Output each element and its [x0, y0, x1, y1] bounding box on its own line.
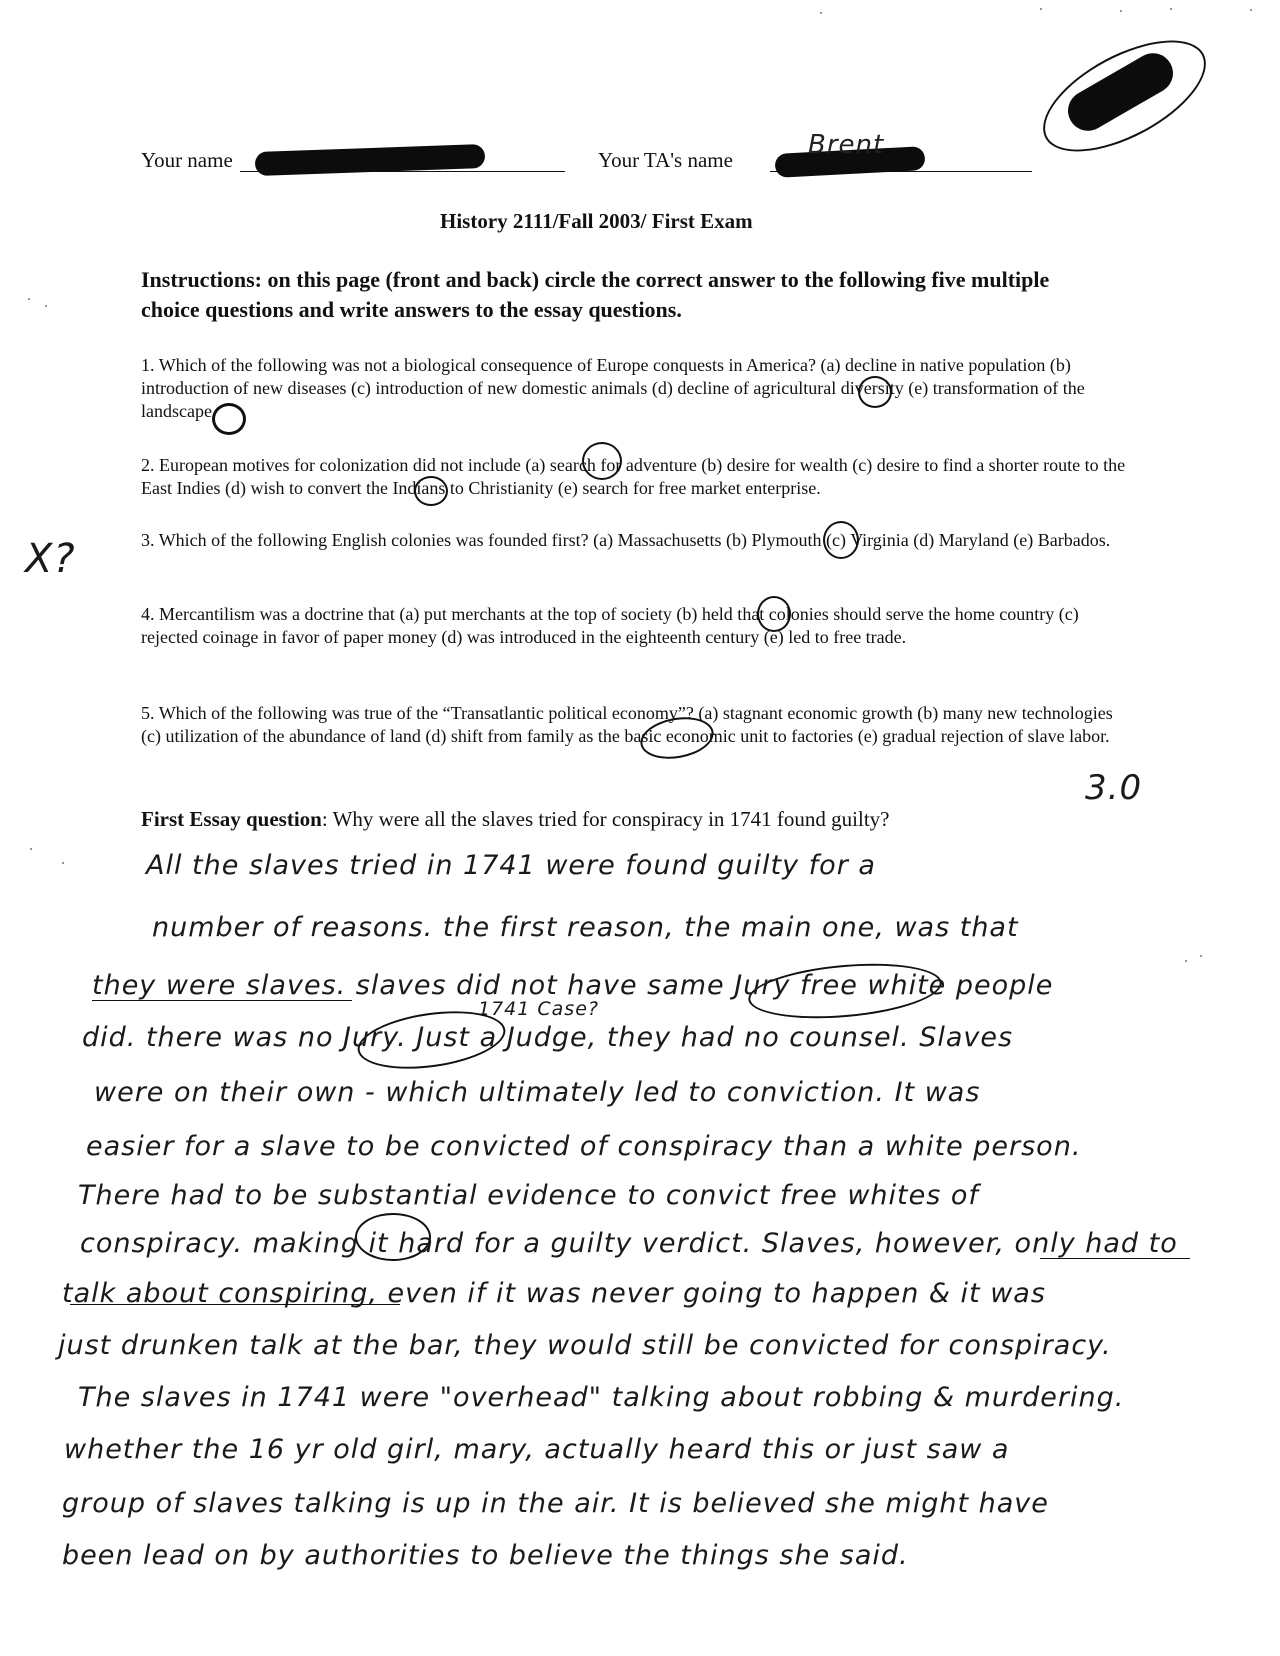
answer-line: conspiracy. making it hard for a guilty verdict. Slaves, however, only had to [80, 1228, 1178, 1259]
grader-note: 1741 Case? [478, 998, 599, 1020]
answer-circle-b [757, 596, 791, 632]
question-4: 4. Mercantilism was a doctrine that (a) put merchants at the top of society (b) held that colonies should serve the home country (c) rejected coinage in favor of paper money (d) was introduced in the eighteenth century (e) led to free trade. [141, 604, 1079, 647]
question-number: 5 [141, 703, 150, 723]
question-5: 5. Which of the following was true of the “Transatlantic political economy”? (a) stagnant economic growth (b) many new technologies (c) utilization of the abundance of land (d) shift from family as the basic economic unit to factories (e) gradual rejection of slave labor. [141, 703, 1113, 746]
name-label: Your name [141, 148, 233, 172]
score: 3.0 [1085, 768, 1143, 808]
answer-line: There had to be substantial evidence to convict free whites of [78, 1180, 979, 1211]
answer-line: The slaves in 1741 were "overhead" talking about robbing & murdering. [78, 1382, 1125, 1413]
exam-title: History 2111/Fall 2003/ First Exam [440, 209, 753, 233]
question-3: 3. Which of the following English colonies was founded first? (a) Massachusetts (b) Plymouth (c) Virginia (d) Maryland (e) Barbados. [141, 530, 1111, 550]
answer-line: were on their own - which ultimately led to conviction. It was [94, 1077, 981, 1108]
underline-they-were-slaves [92, 1000, 352, 1001]
question-text: Mercantilism was a doctrine that (a) put merchants at the top of society (b) held that colonies should serve the home country (c) rejected coinage in favor of paper money (d) was introduced in the eighteenth century (e) led to free trade. [141, 604, 1079, 647]
answer-circle-d [858, 376, 892, 408]
question-text: European motives for colonization did not include (a) search for adventure (b) desire for wealth (c) desire to find a shorter route to the East Indies (d) wish to convert the Indians to Christianity (e) search for free market enterprise. [141, 455, 1126, 498]
answer-line: number of reasons. the first reason, the main one, was that [152, 912, 1019, 943]
question-text: Which of the following was true of the “Transatlantic political economy”? (a) stagnant economic growth (b) many new technologies (c) utilization of the abundance of land (d) shift from family as the basic economic unit to factories (e) gradual rejection of slave labor. [141, 703, 1113, 746]
instructions: Instructions: on this page (front and back) circle the correct answer to the following five multiple choice questions and write answers to the essay questions. [141, 267, 1050, 322]
answer-line: whether the 16 yr old girl, mary, actually heard this or just saw a [64, 1434, 1010, 1465]
answer-line: All the slaves tried in 1741 were found guilty for a [146, 850, 876, 881]
question-2: 2. European motives for colonization did not include (a) search for adventure (b) desire for wealth (c) desire to find a shorter route to the East Indies (d) wish to convert the Indians to Christianity (e) search for free market enterprise. [141, 455, 1126, 498]
question-text: Which of the following was not a biological consequence of Europe conquests in America? (a) decline in native population (b) introduction of new diseases (c) introduction of new domestic animals (d) decline of agricultural diversity (e) transformation of the landscape. [141, 355, 1085, 421]
essay-question [141, 808, 890, 831]
answer-circle-b [823, 521, 859, 559]
answer-line: they were slaves. slaves did not have same Jury free white people [92, 970, 1054, 1001]
answer-line: group of slaves talking is up in the air. It is believed she might have [62, 1488, 1049, 1519]
question-text: Which of the following English colonies was founded first? (a) Massachusetts (b) Plymouth (c) Virginia (d) Maryland (e) Barbados. [158, 530, 1111, 550]
question-number: 4 [141, 604, 150, 624]
underline-talk-about-conspiring [70, 1304, 400, 1305]
underline-only-had-to [1040, 1258, 1190, 1259]
answer-line: just drunken talk at the bar, they would still be convicted for conspiracy. [58, 1330, 1112, 1361]
answer-circle-d [414, 476, 448, 506]
question-number: 1 [141, 355, 150, 375]
essay-prompt: : Why were all the slaves tried for conspiracy in 1741 found guilty? [321, 807, 890, 831]
ta-handwritten-name: Brent [808, 130, 885, 160]
answer-line: been lead on by authorities to believe the things she said. [62, 1540, 909, 1571]
essay-label: First Essay question [141, 807, 322, 831]
margin-wrong-mark: X? [25, 536, 76, 582]
answer-circle-a [582, 442, 622, 480]
answer-line: easier for a slave to be convicted of conspiracy than a white person. [86, 1131, 1082, 1162]
answer-line: did. there was no Jury. Just a Judge, they had no counsel. Slaves [82, 1022, 1014, 1053]
question-number: 3 [141, 530, 150, 550]
answer-scribble-e [212, 403, 246, 435]
ta-label: Your TA's name [598, 148, 733, 172]
question-1: 1. Which of the following was not a biological consequence of Europe conquests in America? (a) decline in native population (b) introduction of new diseases (c) introduction of new domestic animals (d) decline of agricultural diversity (e) transformation of the landscape. [141, 355, 1085, 421]
answer-line: talk about conspiring, even if it was never going to happen & it was [62, 1278, 1046, 1309]
question-number: 2 [141, 455, 150, 475]
